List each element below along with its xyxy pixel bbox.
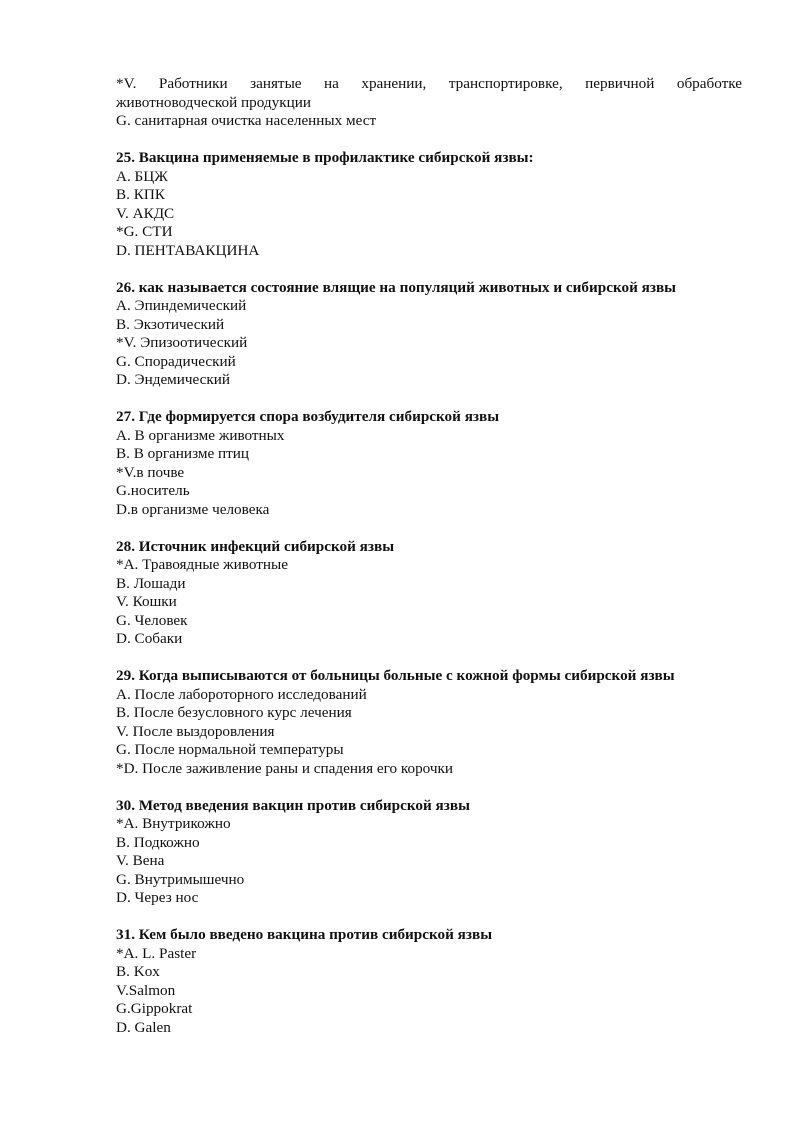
intro-line-2: животноводческой продукции <box>116 93 311 111</box>
answer-option: D. Собаки <box>116 630 183 647</box>
document-page <box>116 75 742 1037</box>
question-block <box>116 408 742 519</box>
question-title: 31. Кем было введено вакцина против сибирской язвы <box>116 926 493 943</box>
answer-option: *A. Внутрикожно <box>116 815 231 832</box>
answer-option: B. Экзотический <box>116 315 225 333</box>
answer-option: V. АКДС <box>116 204 175 222</box>
intro-line-1: *V. Работники занятые на хранении, транспортировке, первичной обработке <box>116 75 742 92</box>
answer-option: G.носитель <box>116 482 190 499</box>
answer-option: A. В организме животных <box>116 426 285 444</box>
answer-option: V. После выздоровления <box>116 722 275 740</box>
answer-option: G. Человек <box>116 611 188 629</box>
answer-option: B. Подкожно <box>116 833 200 851</box>
answer-option: *V.в почве <box>116 463 185 481</box>
answer-option: D. Через нос <box>116 889 199 906</box>
answer-option: D. Galen <box>116 1018 171 1036</box>
question-block <box>116 279 742 390</box>
answer-option: *A. Травоядные животные <box>116 556 288 573</box>
answer-option: B. Лошади <box>116 574 186 592</box>
answer-option: D. Эндемический <box>116 371 231 388</box>
answer-option: G.Gippokrat <box>116 1000 193 1017</box>
question-block <box>116 667 742 778</box>
answer-option: A. После лабороторного исследований <box>116 685 367 703</box>
question-block <box>116 797 742 908</box>
answer-option: B. В организме птиц <box>116 445 250 462</box>
answer-option: V. Вена <box>116 852 165 869</box>
answer-option: D. ПЕНТАВАКЦИНА <box>116 241 260 259</box>
answer-option: G. Спорадический <box>116 352 236 370</box>
answer-option: B. Kox <box>116 963 160 980</box>
answer-option: *A. L. Paster <box>116 944 197 962</box>
question-block <box>116 149 742 260</box>
answer-option: G. После нормальной температуры <box>116 741 344 758</box>
question-title: 29. Когда выписываются от больницы больные с кожной формы сибирской язвы <box>116 667 675 684</box>
answer-option: *G. СТИ <box>116 223 173 240</box>
answer-option: V. Кошки <box>116 593 177 610</box>
intro-line-3: G. санитарная очистка населенных мест <box>116 112 377 129</box>
previous-question-tail <box>116 75 742 131</box>
answer-option: V.Salmon <box>116 981 176 999</box>
answer-option: G. Внутримышечно <box>116 870 245 888</box>
question-list <box>116 149 742 1037</box>
answer-option: B. После безусловного курс лечения <box>116 704 352 721</box>
answer-option: A. БЦЖ <box>116 167 168 185</box>
answer-option: A. Эпиндемический <box>116 297 247 314</box>
question-block <box>116 926 742 1037</box>
question-title: 27. Где формируется спора возбудителя сибирской язвы <box>116 408 500 425</box>
answer-option: D.в организме человека <box>116 500 270 518</box>
question-title: 25. Вакцина применяемые в профилактике сибирской язвы: <box>116 149 534 166</box>
answer-option: *V. Эпизоотический <box>116 334 248 351</box>
question-block <box>116 538 742 649</box>
question-title: 30. Метод введения вакцин против сибирской язвы <box>116 796 470 814</box>
question-title: 26. как называется состояние влящие на популяций животных и сибирской язвы <box>116 278 677 296</box>
answer-option: *D. После заживление раны и спадения его корочки <box>116 759 454 777</box>
question-title: 28. Источник инфекций сибирской язвы <box>116 537 395 555</box>
answer-option: B. КПК <box>116 186 165 203</box>
